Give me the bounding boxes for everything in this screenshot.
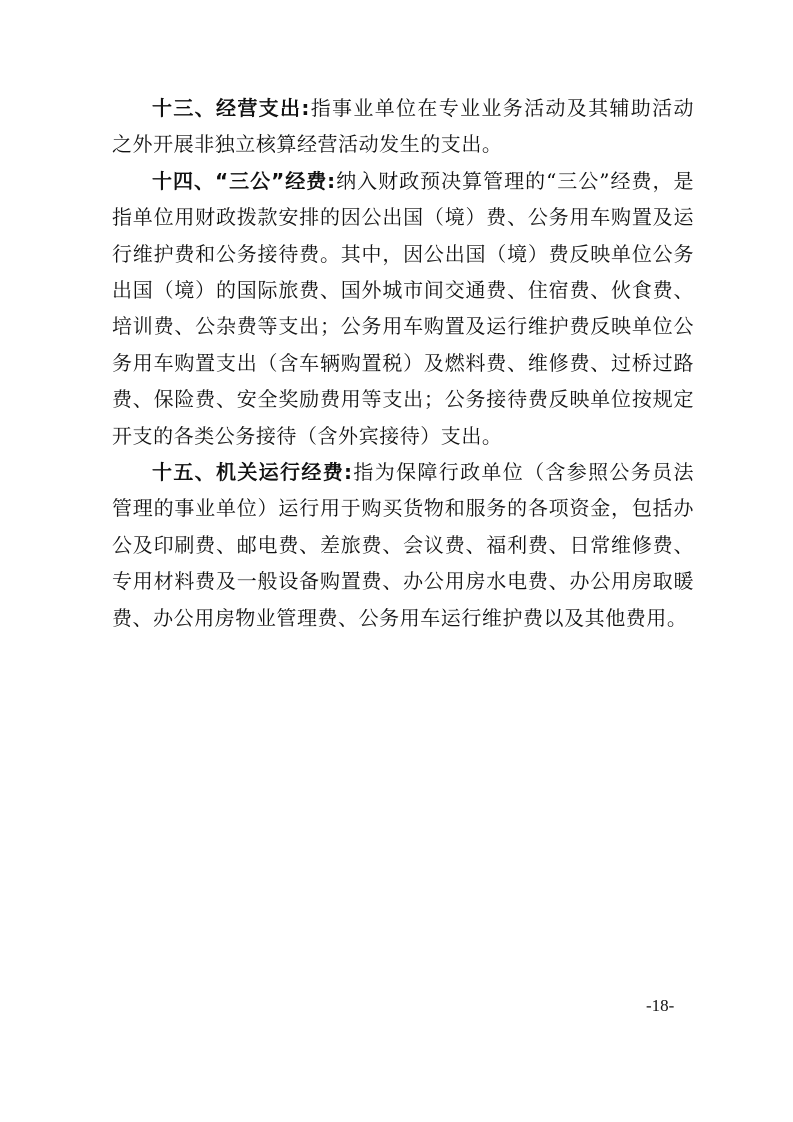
- section-term: 十四、“三公”经费:: [152, 168, 336, 193]
- section-term: 十三、经营支出:: [152, 96, 310, 120]
- page-number: -18-: [646, 996, 675, 1015]
- section-operating-expenses: [112, 90, 694, 163]
- section-definition: 纳入财政预决算管理的“三公”经费，是指单位用财政拨款安排的因公出国（境）费、公务用车购置及运行维护费和公务接待费。其中，因公出国（境）费反映单位公务出国（境）的国际旅费、国外城市间交通费、住宿费、伙食费、培训费、公杂费等支出；公务用车购置及运行维护费反映单位公务用车购置支出（含车辆购置税）及燃料费、维修费、过桥过路费、保险费、安全奖励费用等支出；公务接待费反映单位按规定开支的各类公务接待（含外宾接待）支出。: [112, 168, 694, 448]
- section-definition: 指为保障行政单位（含参照公务员法管理的事业单位）运行用于购买货物和服务的各项资金，包括办公及印刷费、邮电费、差旅费、会议费、福利费、日常维修费、专用材料费及一般设备购置费、办公用房水电费、办公用房取暖费、办公用房物业管理费、公务用车运行维护费以及其他费用。: [112, 460, 694, 630]
- section-agency-operating-expenses: [112, 454, 694, 636]
- section-three-public-expenses: [112, 163, 694, 454]
- section-term: 十五、机关运行经费:: [152, 460, 353, 485]
- document-body: [112, 90, 694, 636]
- section-definition: 指事业单位在专业业务活动及其辅助活动之外开展非独立核算经营活动发生的支出。: [112, 96, 694, 157]
